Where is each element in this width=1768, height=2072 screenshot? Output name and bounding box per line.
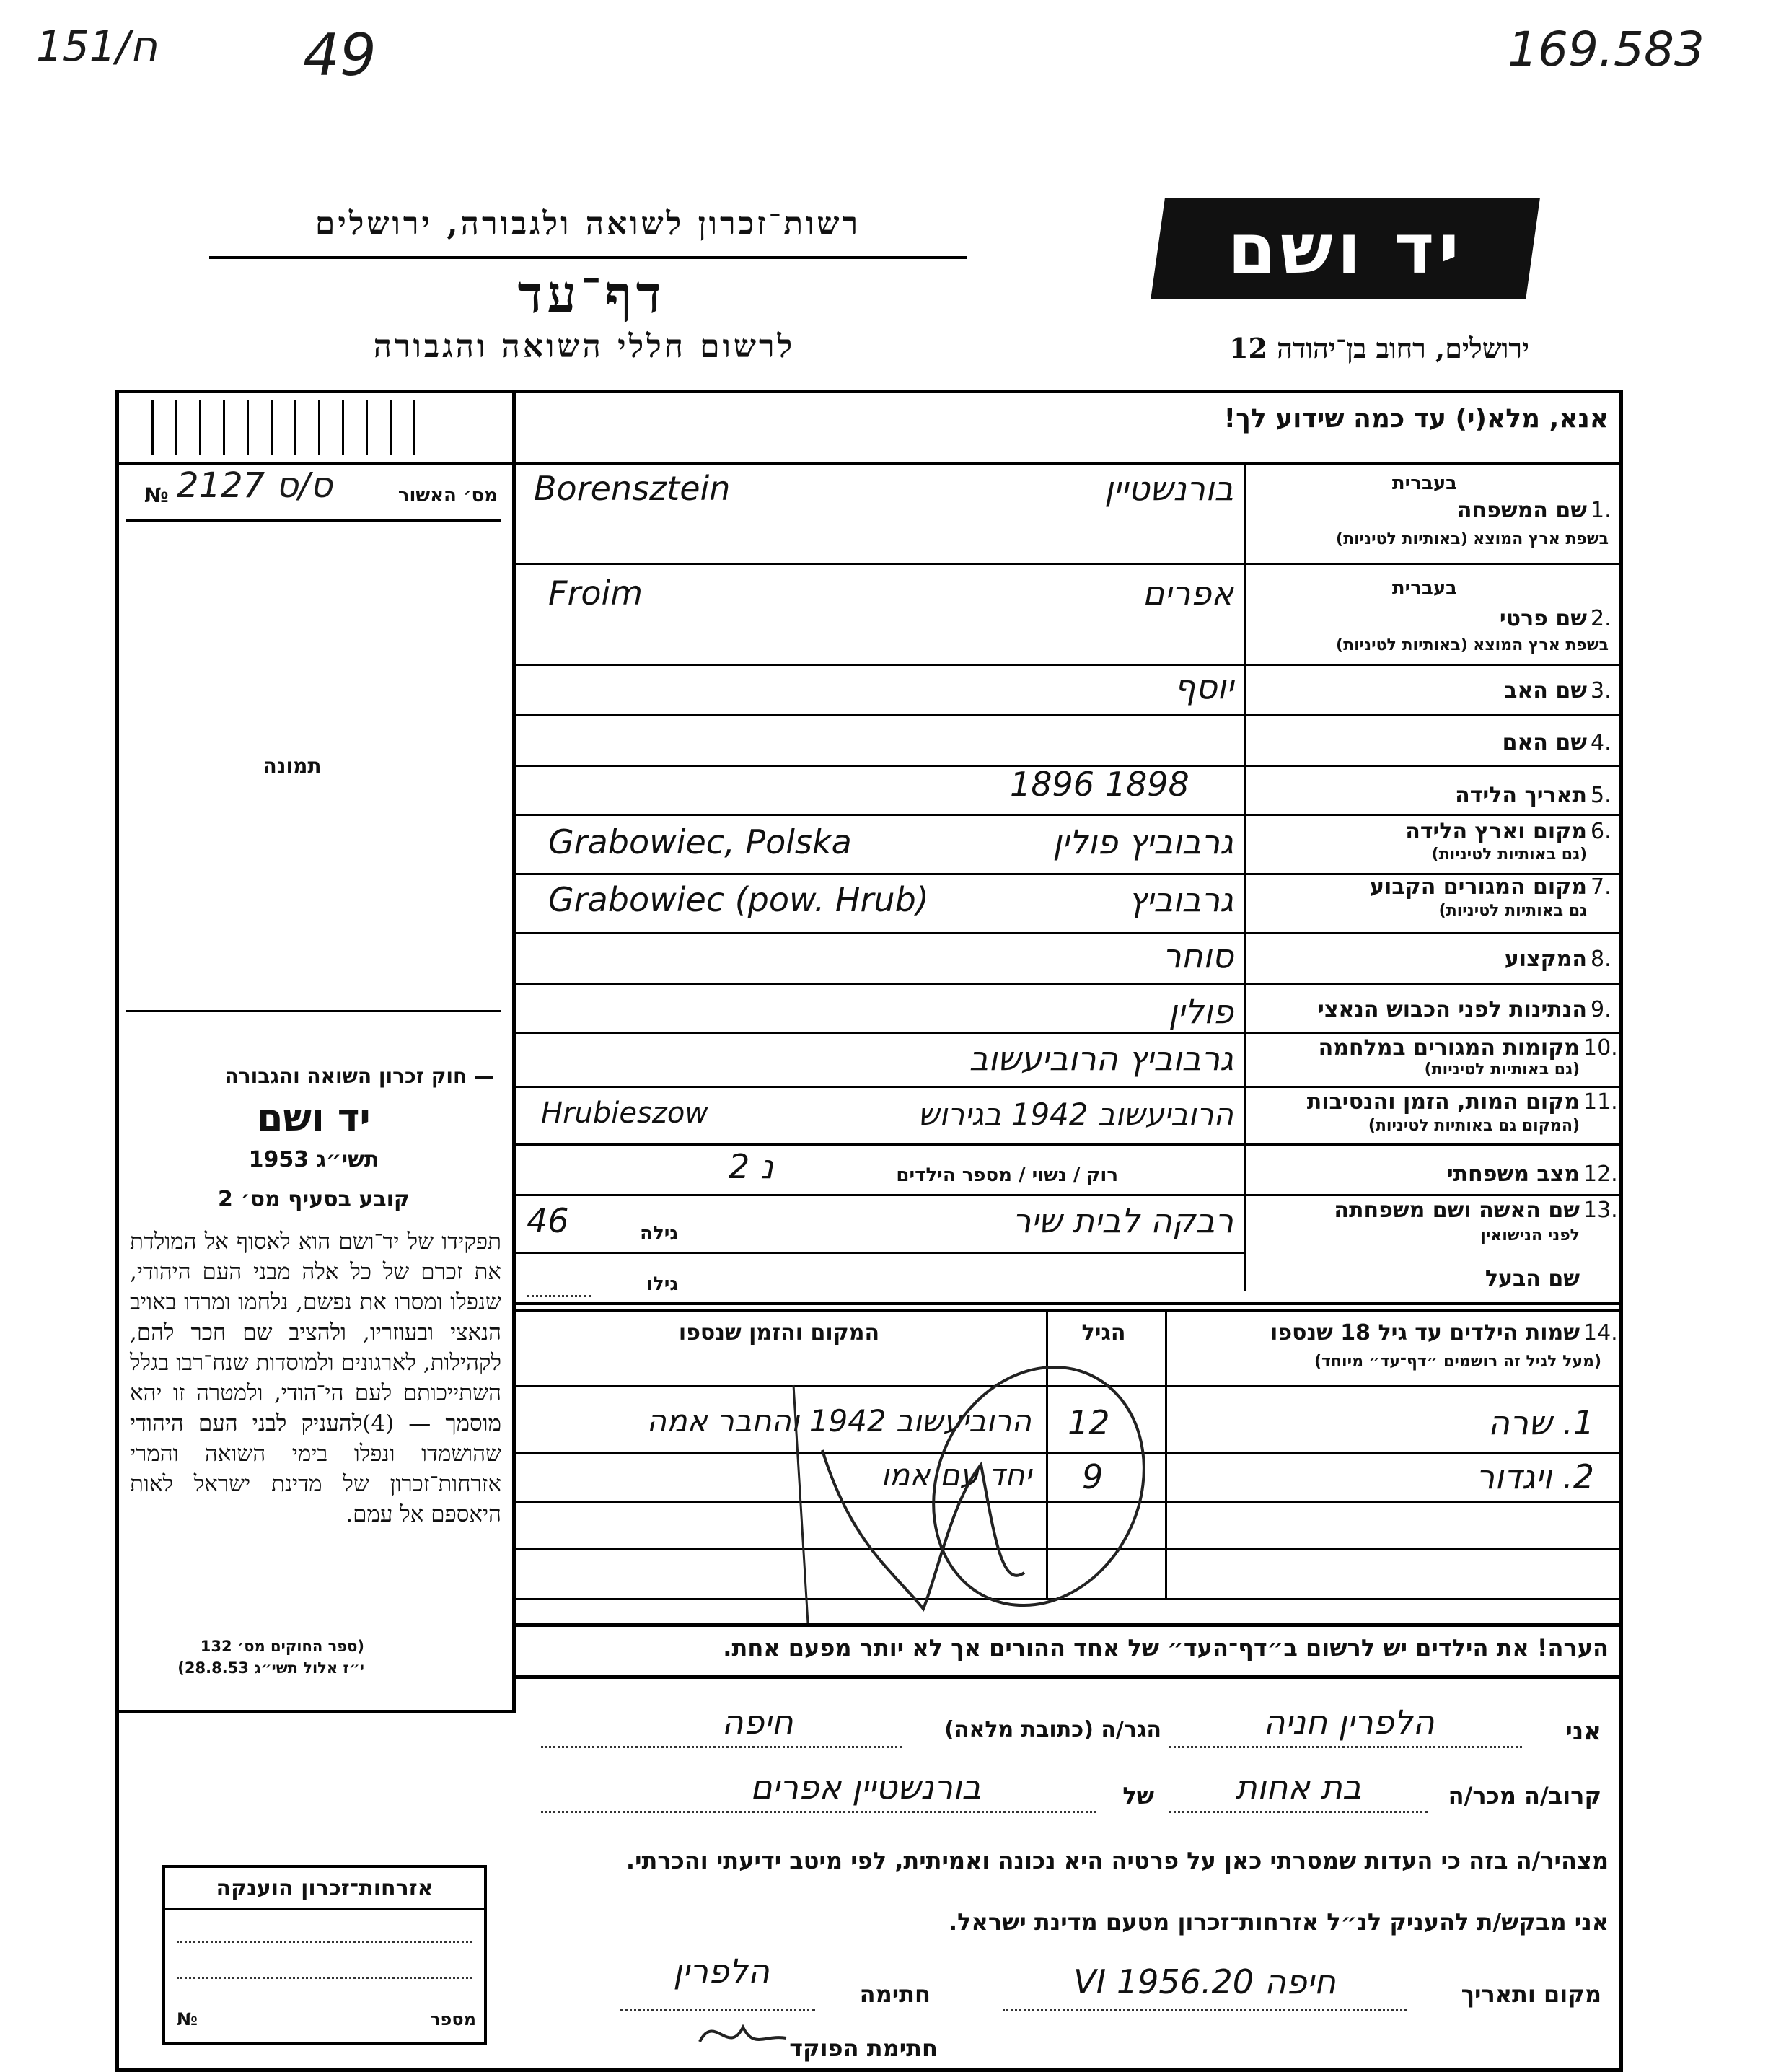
photo-bottom-line (126, 1010, 501, 1012)
first-name-hebrew: אפרים (1142, 574, 1233, 613)
photo-label: תמונה (263, 754, 322, 778)
row-8-line (516, 983, 1623, 985)
field-4-number: 4. (1591, 730, 1611, 755)
birth-place-latin: Grabowiec, Polska (548, 822, 852, 861)
row-9-line (516, 1032, 1623, 1034)
death-place-latin: Hrubieszow (541, 1097, 709, 1130)
field-7-note: גם באותיות לטיניות) (1438, 902, 1587, 920)
relation-label: קרוב/ה מכר/ה (1448, 1782, 1601, 1809)
husband-age-dotline (527, 1295, 591, 1297)
place-date-label: מקום ותאריך (1461, 1980, 1601, 2008)
declarant-name: הלפרין חניה (1263, 1703, 1435, 1742)
instruction-divider (512, 462, 1623, 465)
birth-place-hebrew: גרבוביץ פולין (1052, 822, 1233, 861)
of-value: בורנשטיין אפרים (750, 1768, 981, 1807)
family-name-hebrew: בורנשטיין (1104, 469, 1233, 508)
field-5-number: 5. (1591, 783, 1611, 808)
children-note: (מעל לגיל זה רושמים ״דף־עד״ מיוחד) (1314, 1353, 1601, 1371)
instruction-text: אנא, מלא(י) עד כמה שידוע לך! (1223, 404, 1609, 434)
field-8-label: המקצוע (1504, 947, 1587, 972)
form-title: דף־עד (517, 263, 666, 325)
of-label: של (1122, 1782, 1154, 1809)
row-11-line (516, 1143, 1623, 1146)
law-reference-2: י״ז אלול תשי״ג 28.8.53) (177, 1659, 364, 1677)
field-6-number: 6. (1591, 819, 1611, 844)
handwritten-file-number: 151/ח (36, 22, 158, 71)
citizenship-hebrew: פולין (1168, 992, 1233, 1031)
law-text: תפקידו של יד־ושם הוא לאסוף אל המולדת את זכרם של כל אלה מבני העם היהודי, שנפלו ומסרו את נפשם, נלחמו ומרדו באויב הנאצי ובעוזריו, ולהציב שם חכר להם, לקהילות, לארגונים ולמוסדות שנח־רבו בגלל השתייכותם לעם הי־הודי, ולמטרה זו יהא מוסמך — (4)להעניק לבני העם היהודי שהושמדו ונפלו בימי השואה והמרי אזרחות־זכרון של מדינת ישראל לאות היאספם אל עמם. (130, 1229, 501, 1527)
header-underline (209, 256, 967, 259)
row-1-line (516, 563, 1623, 565)
citizenship-no-symbol: № (177, 2009, 198, 2029)
address-line: ירושלים, רחוב בן־יהודה 12 (1229, 332, 1529, 364)
birth-date-value: 1896 1898 (1010, 765, 1189, 804)
declaration-request: אני מבקש/ת להעניק לנ״ל אזרחות־זכרון מטעם מדינת ישראל. (949, 1908, 1609, 1936)
field-13-number: 13. (1583, 1198, 1618, 1223)
declarant-label: אני (1565, 1717, 1601, 1746)
signature-value: הלפרין (673, 1952, 770, 1990)
law-reference-1: (ספר החוקים מס׳ 132 (200, 1638, 364, 1655)
yad-vashem-logo (1151, 198, 1540, 299)
child-2-place: יחד עם אמו (881, 1457, 1032, 1493)
husband-label: שם הבעל (1485, 1266, 1580, 1291)
declarant-dotline (1169, 1746, 1522, 1748)
children-title: שמות הילדים עד גיל 18 שנספו (1270, 1320, 1580, 1346)
place-date-dotline (1003, 2009, 1407, 2011)
law-year-heb: תשי״ג (316, 1147, 379, 1172)
profession-hebrew: סוחר (1162, 936, 1233, 975)
row-5-line (516, 814, 1623, 816)
of-dotline (541, 1811, 1096, 1813)
law-name: יד ושם (257, 1097, 371, 1140)
marital-status-value: 2 נ (729, 1147, 774, 1186)
children-top-line (516, 1309, 1623, 1312)
field-5-label: תאריך הלידה (1455, 783, 1587, 808)
approval-no-symbol: № (144, 483, 169, 507)
logo-text: יד ושם (1227, 208, 1464, 289)
field-13-label: שם האשה ושם משפחתה (1334, 1198, 1580, 1223)
row-13-line (516, 1252, 1244, 1254)
law-clause: קובע בסעיף מס׳ 2 (217, 1187, 410, 1212)
child-2-age: 9 (1082, 1457, 1104, 1496)
relation-value: בת אחות (1235, 1768, 1362, 1807)
child-1-age: 12 (1068, 1403, 1110, 1442)
residence-latin: Grabowiec (pow. Hrub) (548, 880, 929, 919)
row-10-line (516, 1086, 1623, 1088)
death-place-hebrew: הרוביעשוב 1942 בגירוש (918, 1097, 1233, 1132)
father-name-hebrew: יוסף (1174, 667, 1233, 706)
notice-text: הערה! את הילדים יש לרשום ב״דף־העד״ של אחד ההורים אך לא יותר מפעם אחת. (723, 1634, 1609, 1661)
field-2-lang: בעברית (1391, 577, 1457, 599)
field-7-label: מקום המגורים הקבוע (1370, 874, 1587, 900)
children-place-header: המקום והזמן שנספו (678, 1320, 880, 1346)
organization-line: רשות־זכרון לשואה ולגבורה, ירושלים (315, 206, 861, 242)
field-10-label: מקומות המגורים במלחמה (1318, 1035, 1580, 1061)
field-11-label: מקום המות, הזמן והנסיבות (1306, 1089, 1580, 1115)
handwritten-scribble (779, 1356, 1183, 1630)
officer-signature-label: חתימת הפוקד (789, 2034, 938, 2062)
left-panel-divider (512, 390, 516, 1710)
row-12-line (516, 1194, 1623, 1196)
officer-signature-scribble (692, 2006, 793, 2063)
citizenship-dotline-2 (177, 1977, 472, 1979)
handwritten-page-number: 49 (303, 22, 377, 89)
approval-number-value: 2127 ס/ס (177, 465, 333, 506)
field-6-label: מקום וארץ הלידה (1405, 819, 1587, 844)
field-12-label: מצב משפחתי (1446, 1162, 1580, 1187)
field-4-label: שם האם (1502, 730, 1587, 755)
approval-line (126, 519, 501, 522)
field-14-number: 14. (1583, 1320, 1618, 1346)
row-14-line (516, 1302, 1623, 1305)
notice-bottom-line (516, 1675, 1623, 1679)
wife-age-label: גילה (640, 1223, 678, 1244)
wife-age-value: 46 (527, 1201, 569, 1240)
law-year-row (133, 1147, 494, 1172)
approval-label: מס׳ האשור (397, 485, 498, 506)
relation-dotline (1169, 1811, 1428, 1813)
child-1-name: 1. שרה (1487, 1403, 1594, 1442)
residence-hebrew: גרבוביץ (1128, 880, 1233, 919)
row-7-line (516, 932, 1623, 934)
field-11-number: 11. (1583, 1089, 1618, 1115)
field-2-note: בשפת ארץ המוצא (באותיות לטיניות) (1336, 636, 1609, 654)
field-13-note: לפני הנישואין (1480, 1226, 1580, 1244)
address-value: חיפה (721, 1703, 793, 1742)
field-8-number: 8. (1591, 947, 1611, 972)
citizenship-dotline-1 (177, 1941, 472, 1943)
field-label-divider (1244, 462, 1246, 1291)
row-3-line (516, 714, 1623, 716)
field-1-lang: בעברית (1391, 473, 1457, 494)
left-top-divider (115, 462, 512, 465)
left-panel-bottom (115, 1710, 516, 1713)
field-7-number: 7. (1591, 874, 1611, 900)
form-subtitle: לרשום חללי השואה והגבורה (373, 328, 796, 365)
field-6-note: (גם באותיות לטיניות) (1431, 846, 1587, 864)
citizenship-box-title: אזרחות־זכרון הוענקה (216, 1876, 434, 1901)
field-2-label: שם פרטי (1499, 606, 1587, 631)
notice-top-line (516, 1623, 1623, 1627)
law-title: — חוק זכרון השואה והגבורה (224, 1064, 494, 1088)
child-2-name: 2. ויגדור (1476, 1457, 1594, 1496)
signature-label: חתימה (859, 1980, 931, 2008)
address-dotline (541, 1746, 902, 1748)
field-9-number: 9. (1591, 997, 1611, 1022)
handwritten-reference-number: 169.583 (1508, 22, 1705, 77)
field-11-note: (המקום גם באותיות לטיניות) (1368, 1117, 1580, 1135)
field-10-note: (גם באותיות לטיניות) (1424, 1061, 1580, 1079)
place-date-value: חיפה 20.VI 1956 (1073, 1962, 1336, 2001)
row-2-line (516, 664, 1623, 666)
first-name-latin: Froim (548, 574, 643, 613)
address-label: הגר/ה (כתובת מלאה) (944, 1717, 1161, 1742)
declaration-statement: מצהיר/ה בזה כי העדות שמסרתי כאן על פרטיה היא נכונה ואמיתית, לפי מיטב ידיעתי והכרתי. (625, 1847, 1609, 1874)
field-1-note: בשפת ארץ המוצא (באותיות לטיניות) (1336, 530, 1609, 548)
field-1-number: 1. (1591, 498, 1611, 523)
family-name-latin: Borensztein (534, 469, 731, 508)
field-12-inline-label: רוק / נשוי / מספר הילדים (896, 1164, 1118, 1186)
field-3-label: שם האב (1504, 678, 1587, 703)
husband-age-label: גילו (646, 1273, 678, 1295)
citizenship-no-label: מספר (430, 2009, 476, 2029)
field-10-number: 10. (1583, 1035, 1618, 1061)
wife-name-hebrew: רבקה לבית שיר (1012, 1201, 1233, 1240)
law-year: 1953 (248, 1147, 309, 1172)
wartime-residence-hebrew: גרבוביץ הרוביעשוב (969, 1039, 1233, 1078)
field-2-number: 2. (1591, 606, 1611, 631)
children-age-header: הגיל (1081, 1320, 1126, 1346)
field-12-number: 12. (1583, 1162, 1618, 1187)
child-1-place: הרוביעשוב 1942 והחבר אמה (646, 1403, 1032, 1439)
field-1-label: שם המשפחה (1456, 498, 1587, 523)
code-boxes (151, 400, 498, 458)
field-3-number: 3. (1591, 678, 1611, 703)
citizenship-title-line (162, 1908, 487, 1910)
field-9-label: הנתינות לפני הכבוש הנאצי (1318, 997, 1587, 1022)
